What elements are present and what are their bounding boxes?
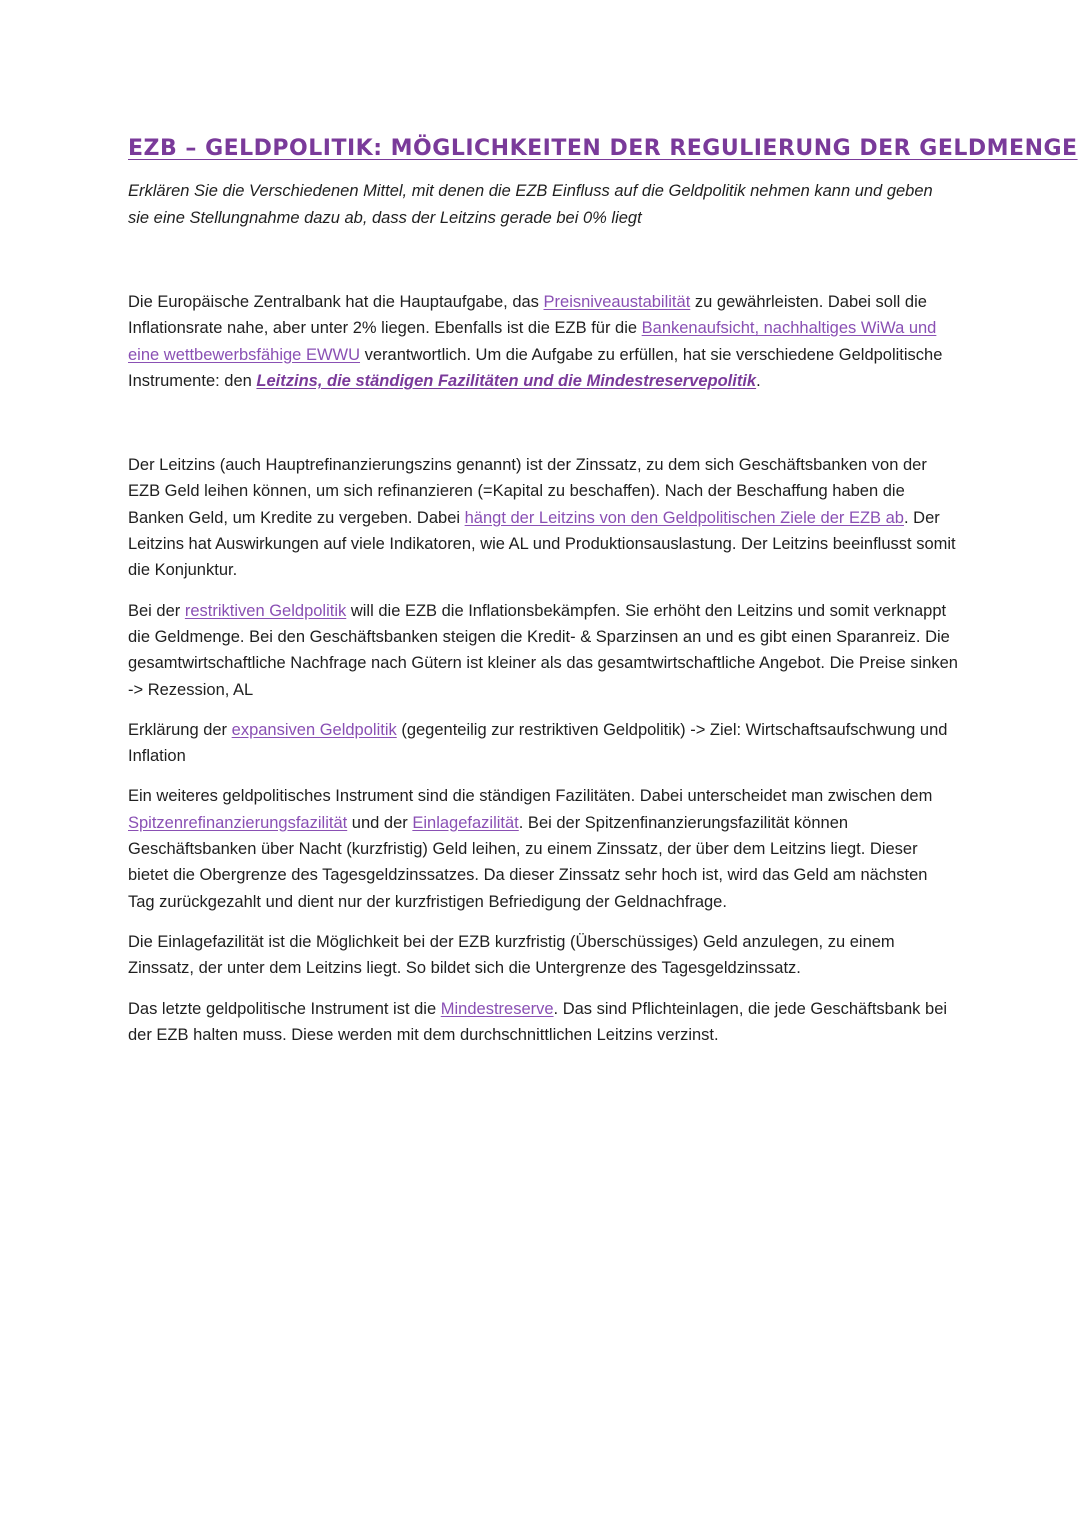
text-run: Ein weiteres geldpolitisches Instrument sind die ständigen Fazilitäten. Dabei unterscheidet man zwischen dem [128, 787, 933, 806]
paragraph-expansiv [128, 717, 958, 770]
document-page [128, 128, 1078, 1062]
link-instrumente[interactable]: Leitzins, die ständigen Fazilitäten und die Mindestreservepolitik [256, 371, 757, 390]
link-restriktive-geldpolitik[interactable]: restriktiven Geldpolitik [184, 601, 347, 620]
link-bankenaufsicht[interactable]: Bankenaufsicht, nachhaltiges WiWa und eine wettbewerbsfähige EWWU [128, 319, 937, 364]
text-run: . [756, 371, 761, 390]
link-spitzenrefinanzierungsfazilitaet[interactable]: Spitzenrefinanzierungsfazilität [128, 813, 348, 832]
task-prompt: Erklären Sie die Verschiedenen Mittel, mit denen die EZB Einfluss auf die Geldpolitik nehmen kann und geben sie eine Stellungnahme dazu ab, dass der Leitzins gerade bei 0% liegt [128, 182, 933, 227]
link-einlagefazilitaet[interactable]: Einlagefazilität [412, 813, 519, 832]
text-run: Der Leitzins (auch Hauptrefinanzierungszins genannt) ist der Zinssatz, zu dem sich Geschäftsbanken von der EZB Geld leihen können, um sich refinanzieren (=Kapital zu beschaffen). Nach der Beschaffung haben die Banken Geld, um Kredite zu vergeben. Dabei [128, 456, 927, 527]
text-run: Die Einlagefazilität ist die Möglichkeit bei der EZB kurzfristig (Überschüssiges) Geld anzulegen, zu einem Zinssatz, der unter dem Leitzins liegt. So bildet sich die Untergrenze des Tagesgeldzinssatz. [128, 932, 895, 978]
text-run: (gegenteilig zur restriktiven Geldpolitik) -> Ziel: Wirtschaftsaufschwung und Inflation [128, 720, 948, 766]
paragraph-restriktiv [128, 598, 958, 703]
text-run: . Der Leitzins hat Auswirkungen auf viele Indikatoren, wie AL und Produktionsauslastung. Der Leitzins beeinflusst somit die Konjunktur. [128, 508, 956, 580]
link-preisniveaustabilitaet[interactable]: Preisniveaustabilität [543, 293, 691, 311]
text-run: Die Europäische Zentralbank hat die Hauptaufgabe, das [128, 293, 544, 311]
paragraph-fazilitaeten [128, 783, 958, 914]
text-run: . Das sind Pflichteinlagen, die jede Geschäftsbank bei der EZB halten muss. Diese werden mit dem durchschnittlichen Leitzins verzinst. [128, 999, 948, 1044]
paragraph-mindestreserve [128, 996, 958, 1049]
text-run: zu gewährleisten. Dabei soll die Inflationsrate nahe, aber unter 2% liegen. Ebenfalls ist die EZB für die [128, 293, 927, 338]
link-leitzins-ziele[interactable]: hängt der Leitzins von den Geldpolitischen Ziele der EZB ab [464, 508, 904, 527]
text-run: Bei der [128, 601, 185, 620]
link-mindestreserve[interactable]: Mindestreserve [440, 999, 554, 1018]
paragraph-leitzins [128, 452, 958, 583]
text-run: will die EZB die Inflationsbekämpfen. Sie erhöht den Leitzins und somit verknappt die Geldmenge. Bei den Geschäftsbanken steigen die Kredit- & Sparzinsen an und es gibt einen Sparanreiz. Die gesamtwirtschaftliche Nachfrage nach Gütern ist kleiner als das gesamtwirtschaftliche Angebot. Die Preise sinken -> Rezession, AL [128, 601, 958, 699]
paragraph-einlagefazilitaet [128, 929, 958, 982]
text-run: und der [347, 813, 413, 832]
document-title: EZB – GELDPOLITIK: MÖGLICHKEITEN DER REGULIERUNG DER GELDMENGE [128, 136, 1078, 161]
text-run: . Bei der Spitzenfinanzierungsfazilität können Geschäftsbanken über Nacht (kurzfristig) Geld leihen, zu einem Zinssatz, der über dem Leitzins liegt. Dieser bietet die Obergrenze des Tagesgeldzinssatzes. Da dieser Zinssatz sehr hoch ist, wird das Geld am nächsten Tag zurückgezahlt und dient nur der kurzfristigen Befriedigung der Geldnachfrage. [128, 813, 928, 911]
text-run: verantwortlich. Um die Aufgabe zu erfüllen, hat sie verschiedene Geldpolitische Instrumente: den [128, 345, 943, 390]
text-run: Das letzte geldpolitische Instrument ist die [128, 999, 441, 1018]
link-expansive-geldpolitik[interactable]: expansiven Geldpolitik [231, 720, 397, 739]
paragraph-intro [128, 289, 958, 394]
text-run: Erklärung der [128, 720, 232, 739]
